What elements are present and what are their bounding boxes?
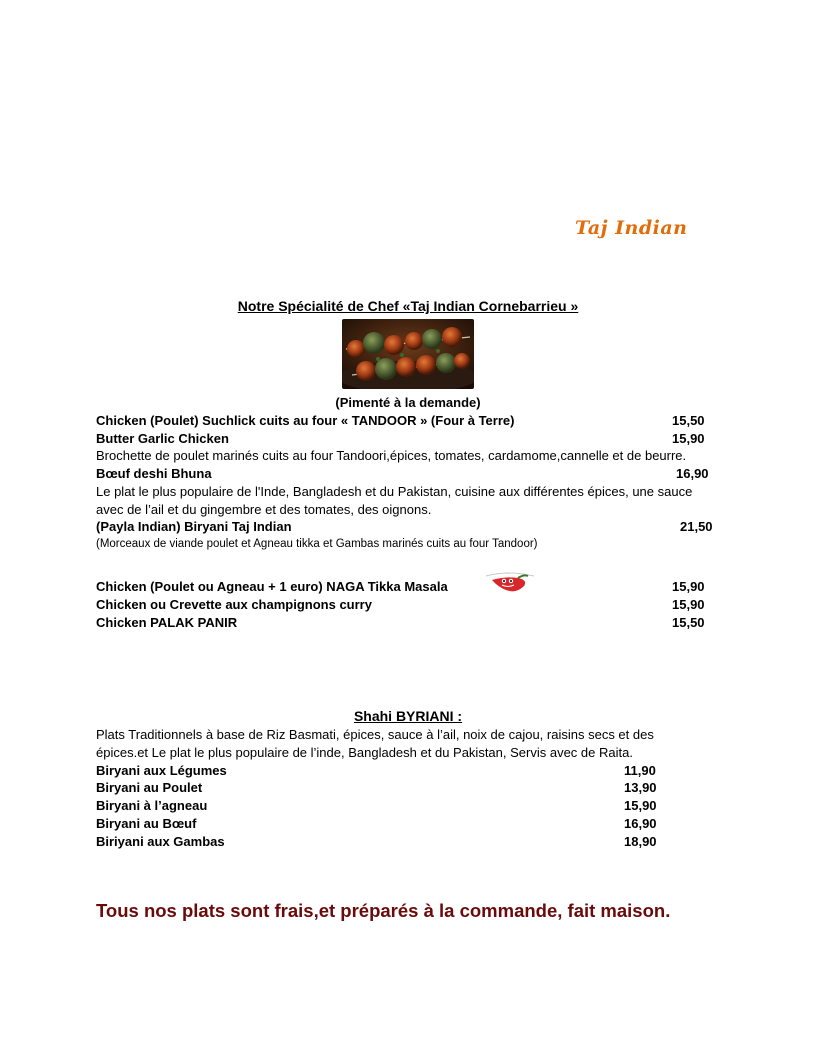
menu-item-price: 15,90 [672,597,705,612]
menu-item-name: Biriyani aux Gambas [96,834,225,849]
section-description: Plats Traditionnels à base de Riz Basmati, épices, sauce à l’ail, noix de cajou, raisins secs et des épices.et Le plat le plus populaire de l’inde, Bangladesh et du Pakistan, Servis avec de Raita. [96,727,654,760]
menu-item-price: 15,90 [624,798,657,813]
menu-item-price: 15,50 [672,615,705,630]
chili-pepper-icon [478,570,540,594]
section-title-biryani: Shahi BYRIANI : [353,708,463,724]
menu-item-name: Chicken (Poulet) Suchlick cuits au four « TANDOOR » (Four à Terre) [96,413,515,428]
menu-item-name: Biryani à l’agneau [96,798,208,813]
menu-item-name: Bœuf deshi Bhuna [96,466,212,481]
menu-item-description: Brochette de poulet marinés cuits au four Tandoori,épices, tomates, cardamome,cannelle et de beurre. [96,448,687,463]
menu-item-price: 15,50 [672,413,705,428]
menu-item-price: 13,90 [624,780,657,795]
brand-logo-text: Taj Indian [575,217,688,239]
menu-item-price: 18,90 [624,834,657,849]
menu-item-name: Biryani au Poulet [96,780,203,795]
spice-note: (Pimenté à la demande) [335,395,481,410]
menu-item-name: Biryani aux Légumes [96,763,227,778]
menu-item-price: 16,90 [624,816,657,831]
menu-item-name: Butter Garlic Chicken [96,431,229,446]
menu-item-name: Chicken ou Crevette aux champignons curry [96,597,372,612]
menu-item-name: Chicken (Poulet ou Agneau + 1 euro) NAGA Tikka Masala [96,579,448,594]
menu-item-price: 15,90 [672,579,705,594]
section-title-chef-special: Notre Spécialité de Chef «Taj Indian Cornebarrieu » [237,298,579,314]
menu-item-price: 11,90 [624,763,656,778]
footer-tagline: Tous nos plats sont frais,et préparés à la commande, fait maison. [96,900,671,921]
menu-item-price: 21,50 [680,519,713,534]
menu-item-note: (Morceaux de viande poulet et Agneau tikka et Gambas marinés cuits au four Tandoor) [96,538,538,550]
menu-item-name: Biryani au Bœuf [96,816,197,831]
menu-item-description: Le plat le plus populaire de l'Inde, Bangladesh et du Pakistan, cuisine aux différentes épices, une sauce avec de l’ail et du gingembre et des tomates, des oignons. [96,484,693,517]
menu-item-price: 16,90 [676,466,709,481]
menu-item-name: (Payla Indian) Biryani Taj Indian [96,519,292,534]
menu-item-name: Chicken PALAK PANIR [96,615,238,630]
menu-item-price: 15,90 [672,431,705,446]
grilled-chicken-photo [342,319,474,389]
